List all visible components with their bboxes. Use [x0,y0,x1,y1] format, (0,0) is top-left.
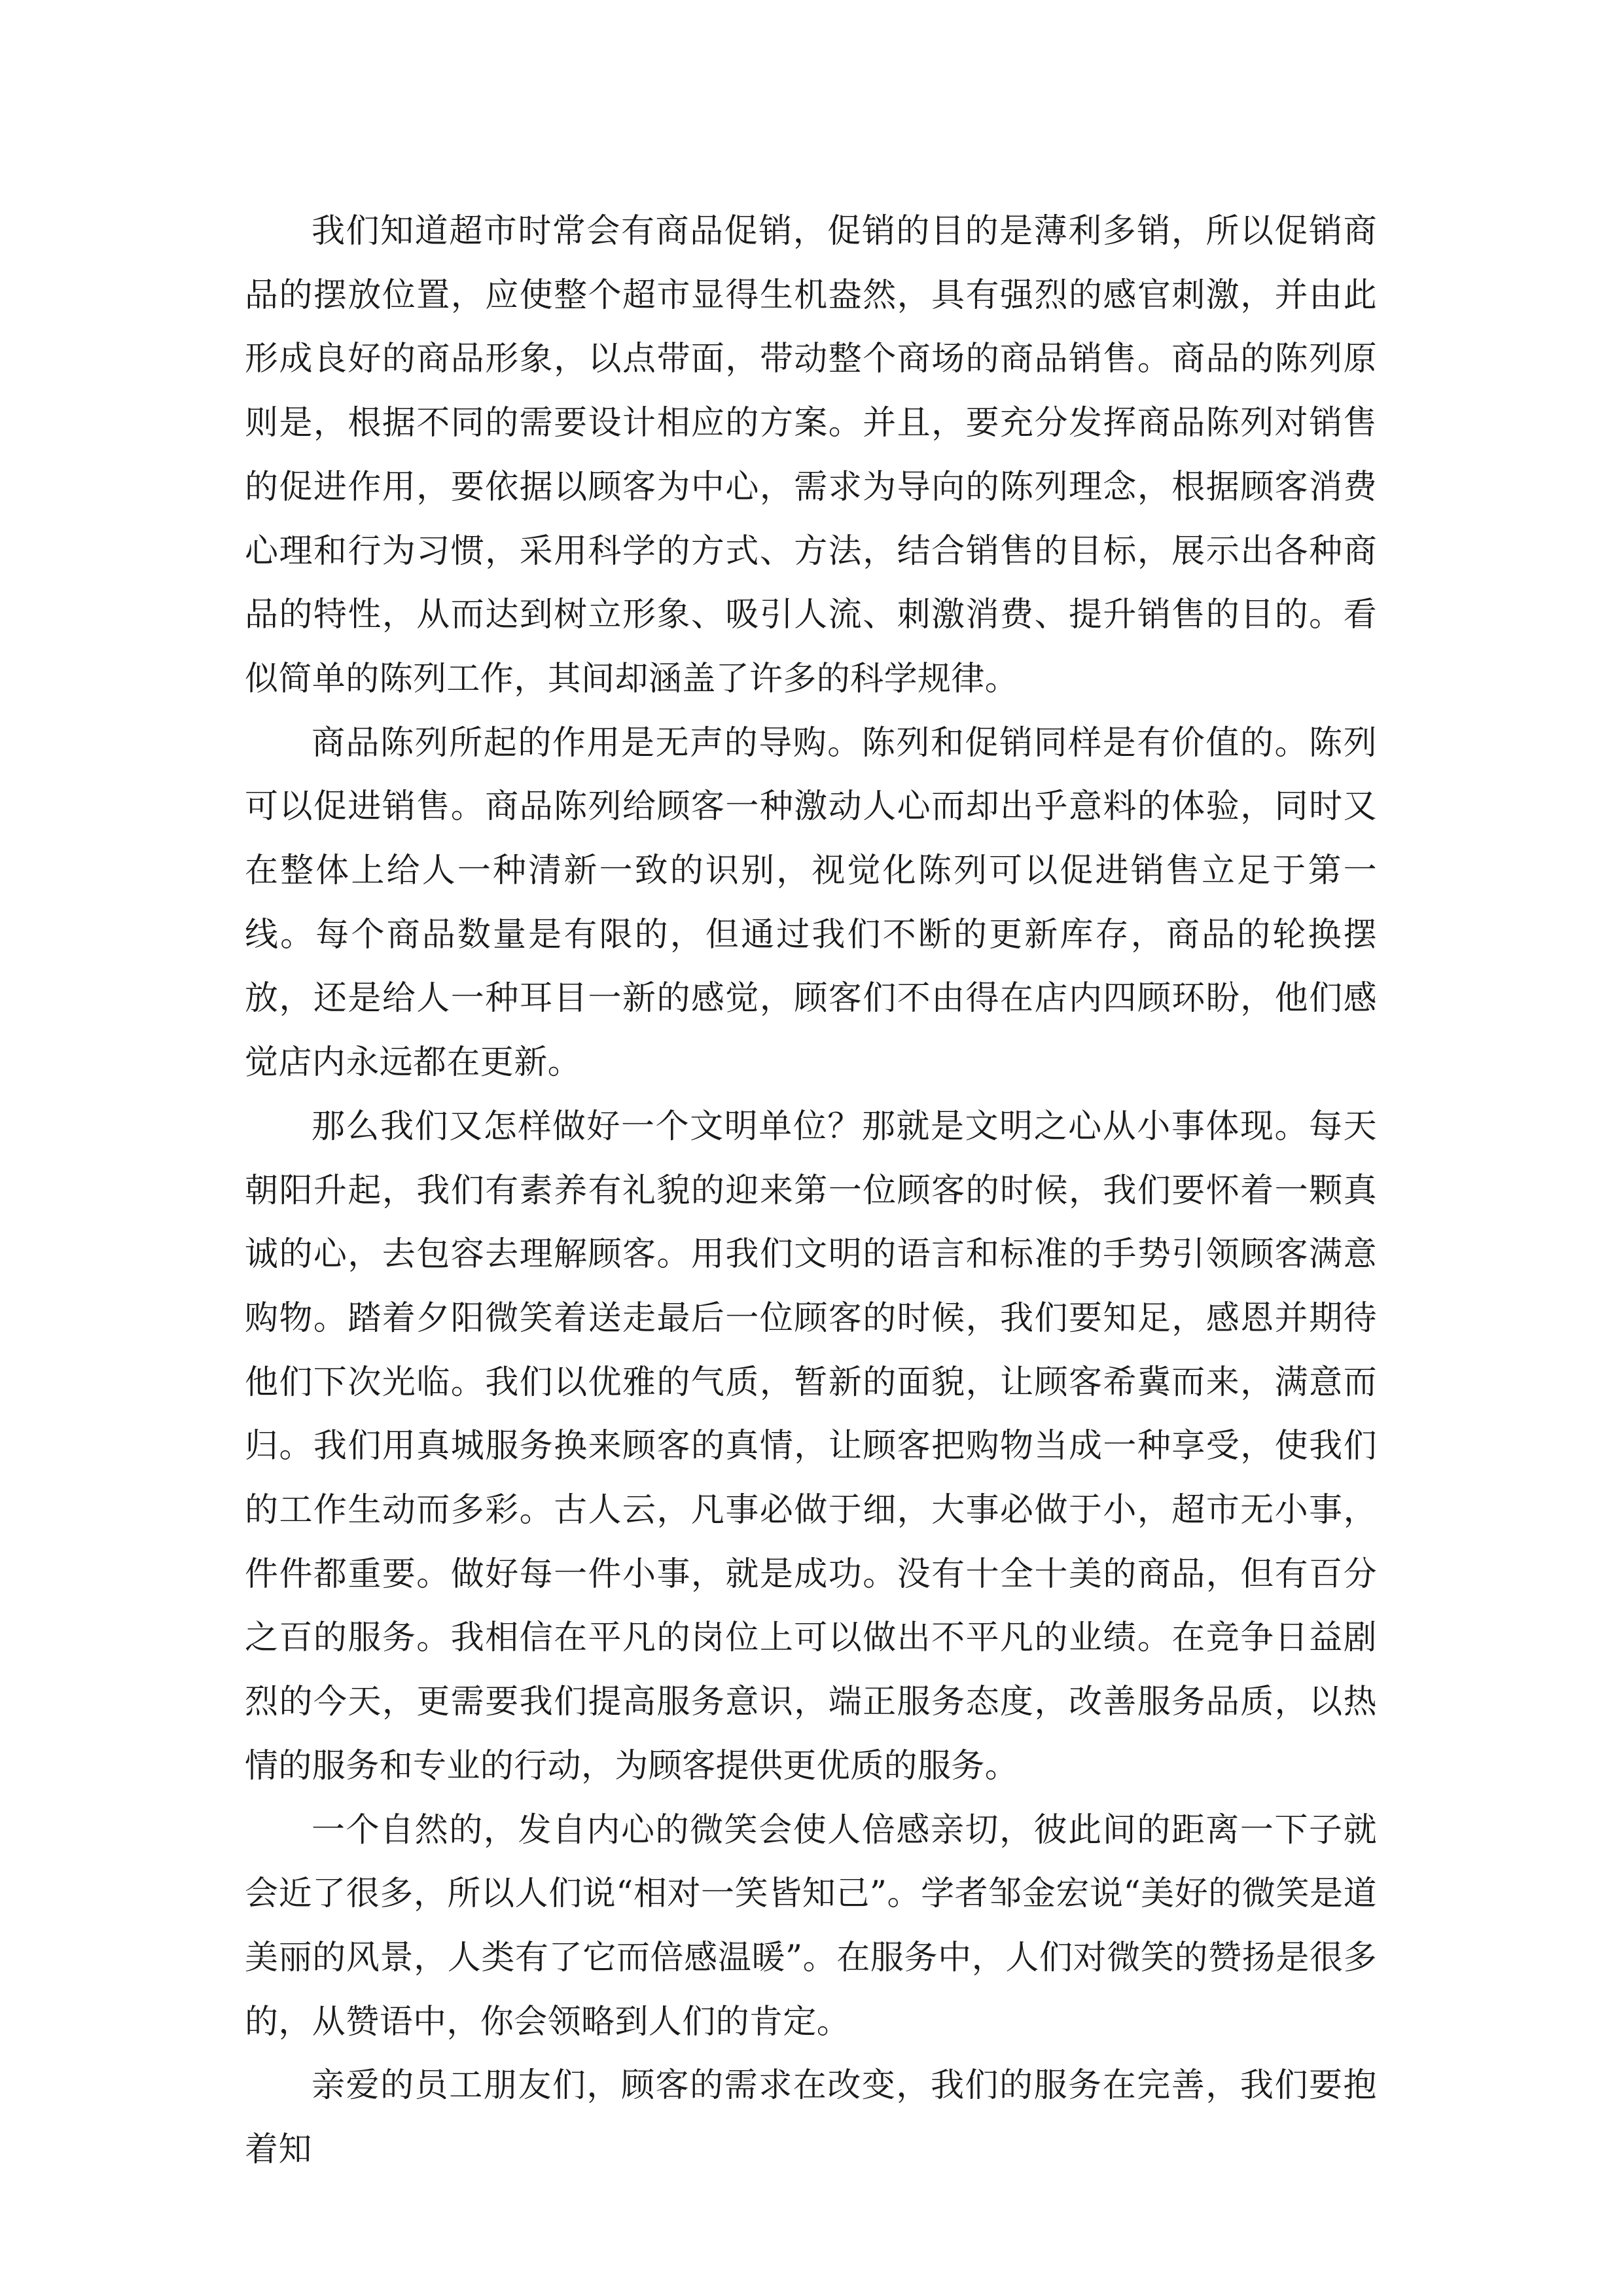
paragraph-silent-guide: 商品陈列所起的作用是无声的导购。陈列和促销同样是有价值的。陈列可以促进销售。商品陈列给顾客一种激动人心而却出乎意料的体验，同时又在整体上给人一种清新一致的识别，视觉化陈列可以促进销售立足于第一线。每个商品数量是有限的，但通过我们不断的更新库存，商品的轮换摆放，还是给人一种耳目一新的感觉，顾客们不由得在店内四顾环盼，他们感觉店内永远都在更新。 [245,723,1377,1083]
document-body [245,200,1377,2182]
paragraph-product-display: 我们知道超市时常会有商品促销，促销的目的是薄利多销，所以促销商品的摆放位置，应使整个超市显得生机盎然，具有强烈的感官刺激，并由此形成良好的商品形象，以点带面，带动整个商场的商品销售。商品的陈列原则是，根据不同的需要设计相应的方案。并且，要充分发挥商品陈列对销售的促进作用，要依据以顾客为中心，需求为导向的陈列理念，根据顾客消费心理和行为习惯，采用科学的方式、方法，结合销售的目标，展示出各种商品的特性，从而达到树立形象、吸引人流、刺激消费、提升销售的目的。看似简单的陈列工作，其间却涵盖了许多的科学规律。 [245,212,1377,698]
paragraph-civilized-unit: 那么我们又怎样做好一个文明单位？那就是文明之心从小事体现。每天朝阳升起，我们有素养有礼貌的迎来第一位顾客的时候，我们要怀着一颗真诚的心，去包容去理解顾客。用我们文明的语言和标准的手势引领顾客满意购物。踏着夕阳微笑着送走最后一位顾客的时候，我们要知足，感恩并期待他们下次光临。我们以优雅的气质，暂新的面貌，让顾客希冀而来，满意而归。我们用真城服务换来顾客的真情，让顾客把购物当成一种享受，使我们的工作生动而多彩。古人云，凡事必做于细，大事必做于小，超市无小事，件件都重要。做好每一件小事，就是成功。没有十全十美的商品，但有百分之百的服务。我相信在平凡的岗位上可以做出不平凡的业绩。在竞争日益剧烈的今天，更需要我们提高服务意识，端正服务态度，改善服务品质，以热情的服务和专业的行动，为顾客提供更优质的服务。 [245,1107,1377,1785]
paragraph-smile: 一个自然的，发自内心的微笑会使人倍感亲切，彼此间的距离一下子就会近了很多，所以人们说“相对一笑皆知己”。学者邹金宏说“美好的微笑是道美丽的风景，人类有了它而倍感温暖”。在服务中，人们对微笑的赞扬是很多的，从赞语中，你会领略到人们的肯定。 [245,1810,1377,2041]
paragraph-closing: 亲爱的员工朋友们，顾客的需求在改变，我们的服务在完善，我们要抱着知 [245,2066,1377,2170]
